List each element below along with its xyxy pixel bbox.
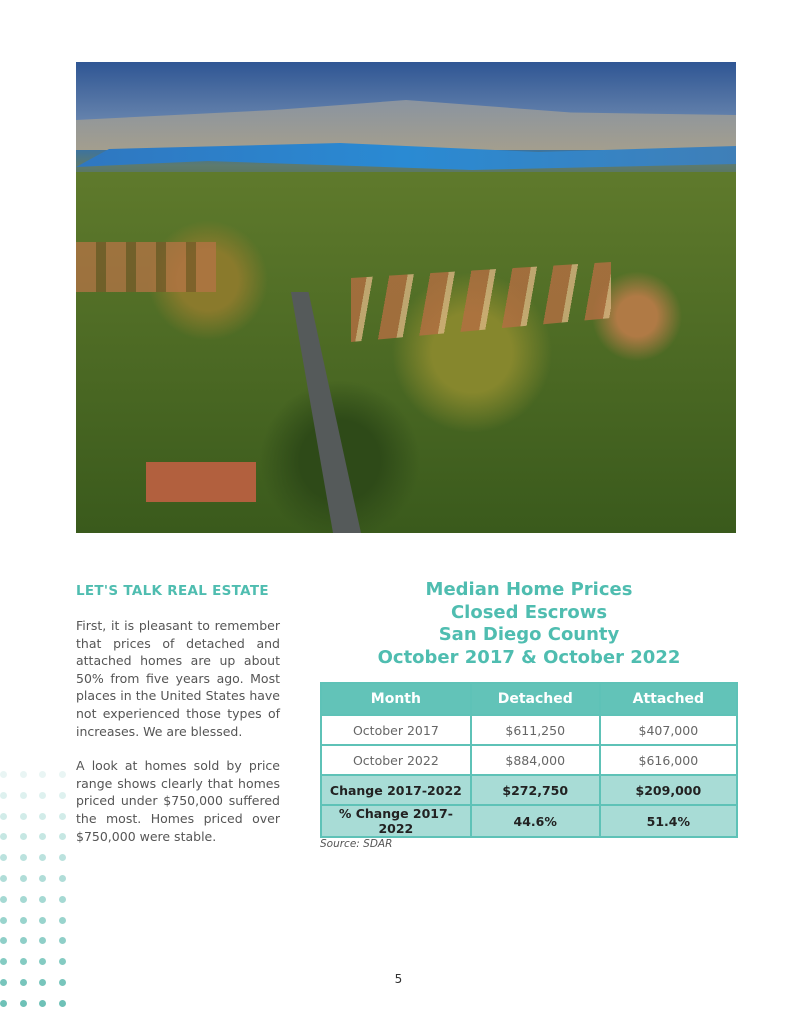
table-header-row bbox=[321, 683, 737, 715]
decorative-dot bbox=[20, 896, 27, 903]
decorative-dot bbox=[20, 854, 27, 861]
decorative-dot bbox=[39, 813, 46, 820]
decorative-dot bbox=[20, 958, 27, 965]
decorative-dot bbox=[0, 813, 7, 820]
decorative-dot bbox=[39, 854, 46, 861]
decorative-dot bbox=[0, 917, 7, 924]
decorative-dot bbox=[0, 854, 7, 861]
table-cell: October 2017 bbox=[321, 715, 471, 745]
decorative-dot bbox=[59, 792, 66, 799]
decorative-dot bbox=[59, 854, 66, 861]
table-title bbox=[320, 579, 738, 669]
decorative-dot bbox=[0, 1000, 7, 1007]
decorative-dot bbox=[20, 833, 27, 840]
decorative-dot bbox=[0, 875, 7, 882]
decorative-dot bbox=[59, 813, 66, 820]
table-row bbox=[321, 715, 737, 745]
hero-photo-san-diego-aerial bbox=[76, 62, 736, 533]
page-number: 5 bbox=[394, 972, 403, 986]
decorative-dot bbox=[59, 958, 66, 965]
title-line: October 2017 & October 2022 bbox=[377, 646, 681, 668]
decorative-dot bbox=[59, 833, 66, 840]
column-header: Attached bbox=[600, 683, 737, 715]
title-line: San Diego County bbox=[438, 624, 620, 645]
decorative-dot bbox=[39, 917, 46, 924]
decorative-dot bbox=[0, 792, 7, 799]
decorative-dot bbox=[39, 771, 46, 778]
table-cell: $209,000 bbox=[600, 775, 737, 805]
decorative-dot bbox=[20, 1000, 27, 1007]
photo-houses bbox=[76, 242, 216, 292]
article-heading: LET'S TALK REAL ESTATE bbox=[76, 583, 269, 599]
decorative-dot bbox=[59, 896, 66, 903]
article-body bbox=[76, 617, 280, 862]
decorative-dot bbox=[0, 937, 7, 944]
decorative-dot bbox=[39, 875, 46, 882]
article-paragraph: First, it is pleasant to remember that prices of detached and attached homes are up about 50% from five years ago. Most places in the United States have not experienced those types of increases. We are blessed. bbox=[76, 618, 280, 739]
table-cell: October 2022 bbox=[321, 745, 471, 775]
median-prices-table bbox=[320, 682, 738, 838]
decorative-dot bbox=[0, 958, 7, 965]
table-row bbox=[321, 745, 737, 775]
title-line: Median Home Prices bbox=[425, 579, 633, 600]
table-cell: 44.6% bbox=[471, 805, 600, 837]
decorative-dot bbox=[20, 813, 27, 820]
title-line: Closed Escrows bbox=[450, 601, 608, 623]
photo-house bbox=[146, 462, 256, 502]
table-cell: $272,750 bbox=[471, 775, 600, 805]
decorative-dot bbox=[20, 937, 27, 944]
decorative-dot bbox=[59, 1000, 66, 1007]
decorative-dot bbox=[39, 1000, 46, 1007]
decorative-dot bbox=[59, 875, 66, 882]
table-cell: % Change 2017-2022 bbox=[321, 805, 471, 837]
table-cell: Change 2017-2022 bbox=[321, 775, 471, 805]
decorative-dot bbox=[59, 771, 66, 778]
decorative-dot bbox=[59, 917, 66, 924]
decorative-dot bbox=[0, 833, 7, 840]
decorative-dot bbox=[39, 958, 46, 965]
decorative-dot bbox=[0, 771, 7, 778]
decorative-dot bbox=[39, 792, 46, 799]
decorative-dot bbox=[39, 896, 46, 903]
table-row-change bbox=[321, 775, 737, 805]
article-paragraph: A look at homes sold by price range shows clearly that homes priced under $750,000 suffered the most. Homes priced over $750,000 were stable. bbox=[76, 758, 280, 844]
decorative-dot bbox=[59, 937, 66, 944]
decorative-dot bbox=[39, 937, 46, 944]
table-source: Source: SDAR bbox=[320, 838, 393, 850]
column-header: Month bbox=[321, 683, 471, 715]
decorative-dot bbox=[20, 917, 27, 924]
decorative-dot bbox=[39, 833, 46, 840]
table-row-percent-change bbox=[321, 805, 737, 837]
table-cell: $884,000 bbox=[471, 745, 600, 775]
decorative-dot bbox=[0, 896, 7, 903]
table-cell: $616,000 bbox=[600, 745, 737, 775]
column-header: Detached bbox=[471, 683, 600, 715]
table-cell: 51.4% bbox=[600, 805, 737, 837]
table-cell: $611,250 bbox=[471, 715, 600, 745]
decorative-dot bbox=[20, 792, 27, 799]
decorative-dot bbox=[20, 875, 27, 882]
decorative-dot bbox=[20, 771, 27, 778]
table-cell: $407,000 bbox=[600, 715, 737, 745]
